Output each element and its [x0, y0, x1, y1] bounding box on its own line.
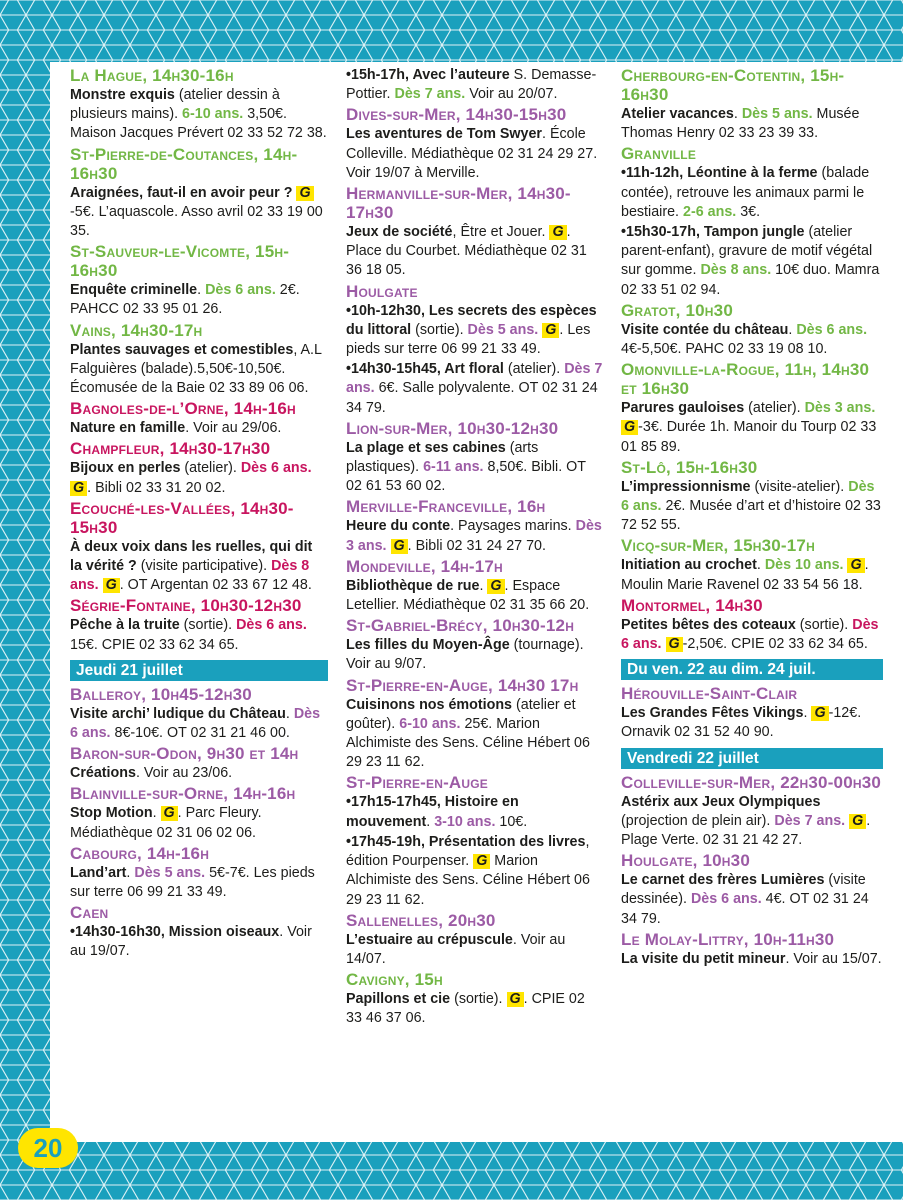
age-range: 6-10 ans.	[399, 715, 461, 732]
event-details: (visite participative).	[136, 558, 268, 575]
event-entry	[70, 864, 328, 902]
age-range: Dès 3 ans.	[804, 400, 876, 417]
age-range: Dès 6 ans.	[205, 282, 276, 299]
event-entry	[346, 125, 604, 183]
event-info: -5€. L’aquascole. Asso avril 02 33 19 00 35.	[70, 203, 323, 240]
event-entry	[346, 931, 604, 969]
free-badge-icon: G	[103, 578, 120, 593]
event-title: Monstre exquis	[70, 87, 175, 103]
age-range: Dès 8 ans.	[70, 558, 310, 594]
venue-heading: Balleroy, 10h45-12h30	[70, 684, 252, 704]
event-entry	[346, 833, 604, 910]
event-entry	[621, 704, 883, 742]
event-time: •17h15-17h45,	[346, 794, 445, 811]
date-banner: Vendredi 22 juillet	[621, 748, 883, 769]
event-info: 4€-5,50€. PAHC 02 33 19 08 10.	[621, 341, 828, 358]
event-info: 2€. Musée d’art et d’histoire 02 33 72 52 55.	[621, 498, 881, 534]
event-entry	[346, 66, 604, 104]
free-badge-icon: G	[847, 558, 864, 573]
event-time: •10h-12h30,	[346, 302, 429, 319]
event-entry	[621, 793, 883, 851]
event-title: Araignées, faut-il en avoir peur ?	[70, 184, 293, 201]
event-entry	[346, 223, 604, 281]
event-info: . Moulin Marie Ravenel 02 33 54 56 18.	[621, 557, 869, 593]
event-details: . Voir au 14/07.	[346, 931, 566, 967]
event-info: 8€-10€. OT 02 31 21 46 00.	[110, 725, 290, 742]
event-info: 2€. PAHCC 02 33 95 01 26.	[70, 282, 300, 318]
age-range: Dès 8 ans.	[700, 262, 772, 279]
free-badge-icon: G	[621, 420, 638, 435]
age-range: Dès 6 ans.	[70, 705, 321, 742]
event-info: . CPIE 02 33 46 37 06.	[346, 991, 585, 1027]
venue-heading: Houlgate, 10h30	[621, 851, 750, 871]
event-title: Le carnet des frères Lumières	[621, 872, 825, 889]
venue-heading: Cavigny, 15h	[346, 970, 443, 990]
event-details: .	[426, 813, 431, 830]
event-entry	[621, 223, 883, 300]
event-info: 15€. CPIE 02 33 62 34 65.	[70, 636, 239, 653]
event-entry	[70, 538, 328, 596]
venue-heading: Hérouville-Saint-Clair	[621, 684, 798, 704]
event-details: , Être et Jouer.	[452, 224, 546, 241]
event-entry	[346, 990, 604, 1028]
event-title: Les Grandes Fêtes Vikings	[621, 705, 804, 722]
age-range: Dès 3 ans.	[346, 518, 602, 554]
event-info: 8,50€. Bibli. OT 02 61 53 60 02.	[346, 459, 586, 495]
event-entry	[70, 341, 328, 399]
free-badge-icon: G	[849, 814, 866, 829]
event-entry	[621, 871, 883, 929]
event-info: 5,50€-10,50€. Écomusée de la Baie 02 33 89 06 06.	[70, 360, 309, 397]
venue-heading: Omonville-la-Rogue, 11h, 14h30 et 16h30	[621, 360, 870, 399]
venue-heading: Bagnoles-de-l’Orne, 14h-16h	[70, 399, 296, 419]
event-details: . Paysages marins.	[450, 518, 572, 535]
event-entry	[621, 399, 883, 457]
venue-heading: Vains, 14h30-17h	[70, 320, 203, 340]
column-2	[346, 66, 604, 1029]
venue-heading: Colleville-sur-Mer, 22h30-00h30	[621, 772, 882, 792]
event-time: •15h30-17h,	[621, 224, 704, 241]
venue-heading: Blainville-sur-Orne, 14h-16h	[70, 784, 296, 804]
event-details: (sortie).	[795, 616, 849, 633]
event-title: Histoire en mouvement	[346, 794, 519, 830]
event-details: (projection de plein air).	[621, 812, 771, 829]
event-title: Visite contée du château	[621, 321, 789, 338]
event-title: Les filles du Moyen-Âge	[346, 637, 510, 654]
venue-heading: Houlgate	[346, 281, 418, 301]
event-details: .	[803, 705, 808, 722]
venue-heading: St-Gabriel-Brécy, 10h30-12h	[346, 616, 575, 636]
event-info: . Espace Letellier. Médiathèque 02 31 35 66 20.	[346, 577, 590, 614]
venue-heading: La Hague, 14h30-16h	[70, 66, 234, 85]
free-badge-icon: G	[296, 186, 313, 201]
event-title: L’estuaire au crépuscule	[346, 931, 513, 948]
event-time: •17h45-19h,	[346, 833, 429, 850]
event-entry	[346, 793, 604, 831]
event-title: Léontine à la ferme	[687, 165, 818, 182]
venue-heading: St-Pierre-en-Auge, 14h30 17h	[346, 675, 579, 695]
age-range: Dès 6 ans.	[240, 460, 312, 477]
age-range: Dès 6 ans.	[621, 616, 879, 653]
free-badge-icon: G	[549, 225, 566, 240]
event-details: (sortie).	[411, 321, 464, 338]
venue-heading: Ségrie-Fontaine, 10h30-12h30	[70, 596, 302, 616]
free-badge-icon: G	[507, 992, 524, 1007]
event-info: -3€. Durée 1h. Manoir du Tourp 02 33 01 85 89.	[621, 419, 877, 455]
free-badge-icon: G	[473, 854, 490, 869]
event-details: (visite-atelier).	[750, 478, 845, 495]
event-time: •14h30-16h30,	[70, 924, 169, 941]
age-range: Dès 5 ans.	[467, 321, 539, 338]
venue-heading: Vicq-sur-Mer, 15h30-17h	[621, 536, 815, 556]
event-entry	[346, 636, 604, 674]
event-details: .	[479, 577, 484, 594]
event-title: Heure du conte	[346, 518, 451, 535]
event-entry	[621, 556, 883, 594]
venue-heading: St-Pierre-de-Coutances, 14h-16h30	[70, 144, 298, 183]
venue-heading: Merville-Franceville, 16h	[346, 497, 546, 517]
venue-heading: St-Sauveur-le-Vicomte, 15h-16h30	[70, 242, 290, 281]
event-title: À deux voix dans les ruelles, qui dit la vérité ?	[70, 538, 313, 575]
venue-heading: St-Pierre-en-Auge	[346, 773, 489, 793]
event-entry	[621, 478, 883, 536]
event-info: . OT Argentan 02 33 67 12 48.	[119, 577, 312, 594]
event-details: (atelier et goûter).	[346, 696, 576, 732]
event-time: •11h-12h,	[621, 165, 688, 182]
event-title: Nature en famille	[70, 420, 186, 437]
event-entry	[346, 439, 604, 497]
event-details: (atelier parent-enfant), gravure de motif végétal sur gomme.	[621, 224, 873, 279]
venue-heading: Caen	[70, 903, 109, 923]
event-details: .	[152, 805, 157, 822]
event-info: . Place du Courbet. Médiathèque 02 31 36 18 05.	[346, 224, 587, 279]
event-info: . Plage Verte. 02 31 21 42 27.	[621, 812, 871, 849]
event-entry	[70, 459, 328, 497]
age-range: 2-6 ans.	[683, 203, 737, 220]
event-title: Cuisinons nos émotions	[346, 696, 513, 713]
event-info: . Bibli 02 31 24 27 70.	[407, 537, 546, 554]
event-info: -12€. Ornavik 02 31 52 40 90.	[621, 705, 862, 741]
age-range: Dès 7 ans.	[346, 361, 603, 397]
event-title: Petites bêtes des coteaux	[621, 616, 796, 633]
event-entry	[346, 577, 604, 615]
event-info: Musée Thomas Henry 02 33 23 39 33.	[621, 106, 860, 142]
event-title: Pêche à la truite	[70, 617, 180, 634]
event-entry	[346, 517, 604, 555]
venue-heading: Cherbourg-en-Cotentin, 15h-16h30	[621, 66, 845, 104]
free-badge-icon: G	[161, 806, 178, 821]
event-info: 25€. Marion Alchimiste des Sens. Céline Hébert 06 29 23 11 62.	[346, 715, 590, 771]
event-entry	[70, 86, 328, 144]
event-details: , édition Pourpenser.	[346, 833, 590, 870]
age-range: Dès 7 ans.	[394, 86, 466, 103]
venue-heading: Champfleur, 14h30-17h30	[70, 439, 271, 459]
venue-heading: Mondeville, 14h-17h	[346, 556, 503, 576]
event-title: Créations	[70, 765, 136, 782]
event-details: . Voir au 29/06.	[185, 420, 282, 437]
event-details: (sortie).	[179, 617, 233, 634]
event-details: S. Demasse-Pottier.	[346, 67, 597, 103]
venue-heading: Gratot, 10h30	[621, 300, 733, 320]
event-entry	[621, 105, 883, 143]
venue-heading: Cabourg, 14h-16h	[70, 843, 210, 863]
event-title: Parures gauloises	[621, 400, 745, 417]
event-details: (balade contée), retrouve les animaux parmi le bestiaire.	[621, 165, 870, 220]
page-number-badge: 20	[18, 1128, 78, 1168]
free-badge-icon: G	[487, 579, 504, 594]
event-details: .	[756, 557, 761, 574]
event-details: .	[197, 282, 202, 299]
venue-heading: Ecouché-les-Vallées, 14h30-15h30	[70, 498, 294, 537]
event-details: (atelier dessin à plusieurs mains).	[70, 87, 280, 123]
event-title: Astérix aux Jeux Olympiques	[621, 793, 821, 810]
event-entry	[70, 419, 328, 438]
venue-heading: Hermanville-sur-Mer, 14h30-17h30	[346, 184, 571, 223]
event-entry	[70, 616, 328, 654]
event-title: Initiation au crochet	[621, 557, 757, 574]
event-entry	[346, 360, 604, 418]
venue-heading: Granville	[621, 144, 697, 164]
age-range: 3-10 ans.	[434, 813, 496, 830]
event-details: (atelier).	[503, 361, 561, 378]
event-title: Atelier vacances	[621, 106, 734, 122]
event-details: , A.L Falguières (balade).	[70, 341, 322, 377]
event-info: 6€. Salle polyvalente. OT 02 31 24 34 79.	[346, 380, 598, 416]
event-details: (tournage). Voir au 9/07.	[346, 637, 584, 673]
free-badge-icon: G	[542, 323, 559, 338]
date-banner: Du ven. 22 au dim. 24 juil.	[621, 659, 883, 680]
event-entry	[70, 281, 328, 319]
event-title: Papillons et cie	[346, 991, 451, 1008]
event-info: . Les pieds sur terre 06 99 21 33 49.	[346, 321, 591, 358]
event-info: 10€ duo. Mamra 02 33 51 02 94.	[621, 262, 880, 298]
event-title: Présentation des livres	[428, 833, 586, 850]
event-title: La visite du petit mineur	[621, 950, 786, 967]
age-range: 6-10 ans.	[182, 106, 244, 123]
event-entry	[346, 302, 604, 360]
event-info: 4€. OT 02 31 24 34 79.	[621, 891, 869, 927]
age-range: Dès 6 ans.	[621, 478, 875, 515]
event-details: (visite dessinée).	[621, 872, 866, 908]
event-entry	[70, 184, 328, 242]
event-title: Avec l’auteure	[412, 67, 510, 83]
venue-heading: Sallenelles, 20h30	[346, 910, 496, 930]
event-details: (atelier).	[180, 460, 237, 477]
event-entry	[346, 696, 604, 773]
age-range: Dès 10 ans.	[764, 557, 844, 574]
event-details: . Voir au 19/07.	[70, 924, 312, 960]
event-entry	[70, 804, 328, 842]
event-entry	[621, 616, 883, 654]
venue-heading: Baron-sur-Odon, 9h30 et 14h	[70, 744, 299, 764]
event-info: -2,50€. CPIE 02 33 62 34 65.	[682, 636, 868, 653]
event-title: Bijoux en perles	[70, 460, 181, 477]
event-entry	[70, 764, 328, 783]
event-title: L’impressionnisme	[621, 478, 751, 495]
venue-heading: Dives-sur-Mer, 14h30-15h30	[346, 105, 567, 125]
event-title: Les secrets des espèces du littoral	[346, 302, 597, 338]
event-details: (atelier).	[744, 400, 801, 417]
event-entry	[621, 950, 883, 969]
free-badge-icon: G	[70, 481, 87, 496]
date-banner: Jeudi 21 juillet	[70, 660, 328, 681]
event-time: •14h30-15h45,	[346, 361, 445, 378]
event-info: Marion Alchimiste des Sens. Céline Hébert 06 29 23 11 62.	[346, 853, 590, 908]
event-entry	[70, 705, 328, 743]
event-details: .	[126, 864, 131, 881]
event-entry	[70, 923, 328, 961]
event-info: . Bibli 02 33 31 20 02.	[87, 479, 226, 496]
venue-heading: St-Lô, 15h-16h30	[621, 457, 758, 477]
age-range: Dès 6 ans.	[236, 617, 307, 634]
event-title: Bibliothèque de rue	[346, 577, 480, 594]
event-title: Les aventures de Tom Swyer	[346, 126, 542, 143]
event-info: 3€.	[736, 203, 761, 220]
age-range: 6-11 ans.	[423, 459, 484, 476]
event-details: .	[285, 705, 290, 722]
event-title: Stop Motion	[70, 805, 153, 822]
event-title: Plantes sauvages et comestibles	[70, 341, 294, 358]
content-page	[50, 62, 903, 1142]
age-range: Dès 5 ans.	[134, 864, 206, 881]
event-details: .	[733, 106, 738, 122]
event-title: Visite archi’ ludique du Château	[70, 705, 286, 722]
event-details: (arts plastiques).	[346, 439, 539, 476]
age-range: Dès 6 ans.	[796, 321, 868, 338]
event-info: Voir au 20/07.	[465, 86, 558, 103]
event-details: . Voir au 15/07.	[785, 950, 882, 967]
event-info: 3,50€. Maison Jacques Prévert 02 33 52 72 38.	[70, 106, 327, 142]
age-range: Dès 7 ans.	[774, 812, 846, 829]
event-title: Jeux de société	[346, 224, 453, 241]
venue-heading: Lion-sur-Mer, 10h30-12h30	[346, 418, 559, 438]
event-details: . École Colleville. Médiathèque 02 31 24 29 27. Voir 19/07 à Merville.	[346, 126, 598, 181]
free-badge-icon: G	[391, 539, 408, 554]
event-details: .	[788, 321, 793, 338]
event-title: Enquête criminelle	[70, 282, 198, 299]
venue-heading: Le Molay-Littry, 10h-11h30	[621, 929, 835, 949]
event-info: 10€.	[495, 813, 528, 830]
event-time: •15h-17h,	[346, 67, 413, 83]
event-title: Tampon jungle	[703, 224, 805, 241]
free-badge-icon: G	[811, 706, 828, 721]
event-info: 5€-7€. Les pieds sur terre 06 99 21 33 49.	[70, 864, 315, 901]
column-1	[70, 66, 328, 962]
column-3	[621, 66, 883, 969]
event-entry	[621, 321, 883, 359]
event-title: Mission oiseaux	[168, 924, 280, 941]
age-range: Dès 5 ans.	[741, 106, 813, 122]
event-info: . Parc Fleury. Médiathèque 02 31 06 02 06.	[70, 805, 262, 841]
event-details: (sortie).	[450, 991, 503, 1008]
age-range: Dès 6 ans.	[690, 891, 762, 908]
free-badge-icon: G	[666, 637, 683, 652]
event-title: Art floral	[444, 361, 504, 378]
venue-heading: Montormel, 14h30	[621, 595, 763, 615]
event-entry	[621, 164, 883, 222]
event-title: Land’art	[70, 864, 127, 881]
event-details: . Voir au 23/06.	[135, 765, 233, 782]
event-title: La plage et ses cabines	[346, 439, 506, 456]
